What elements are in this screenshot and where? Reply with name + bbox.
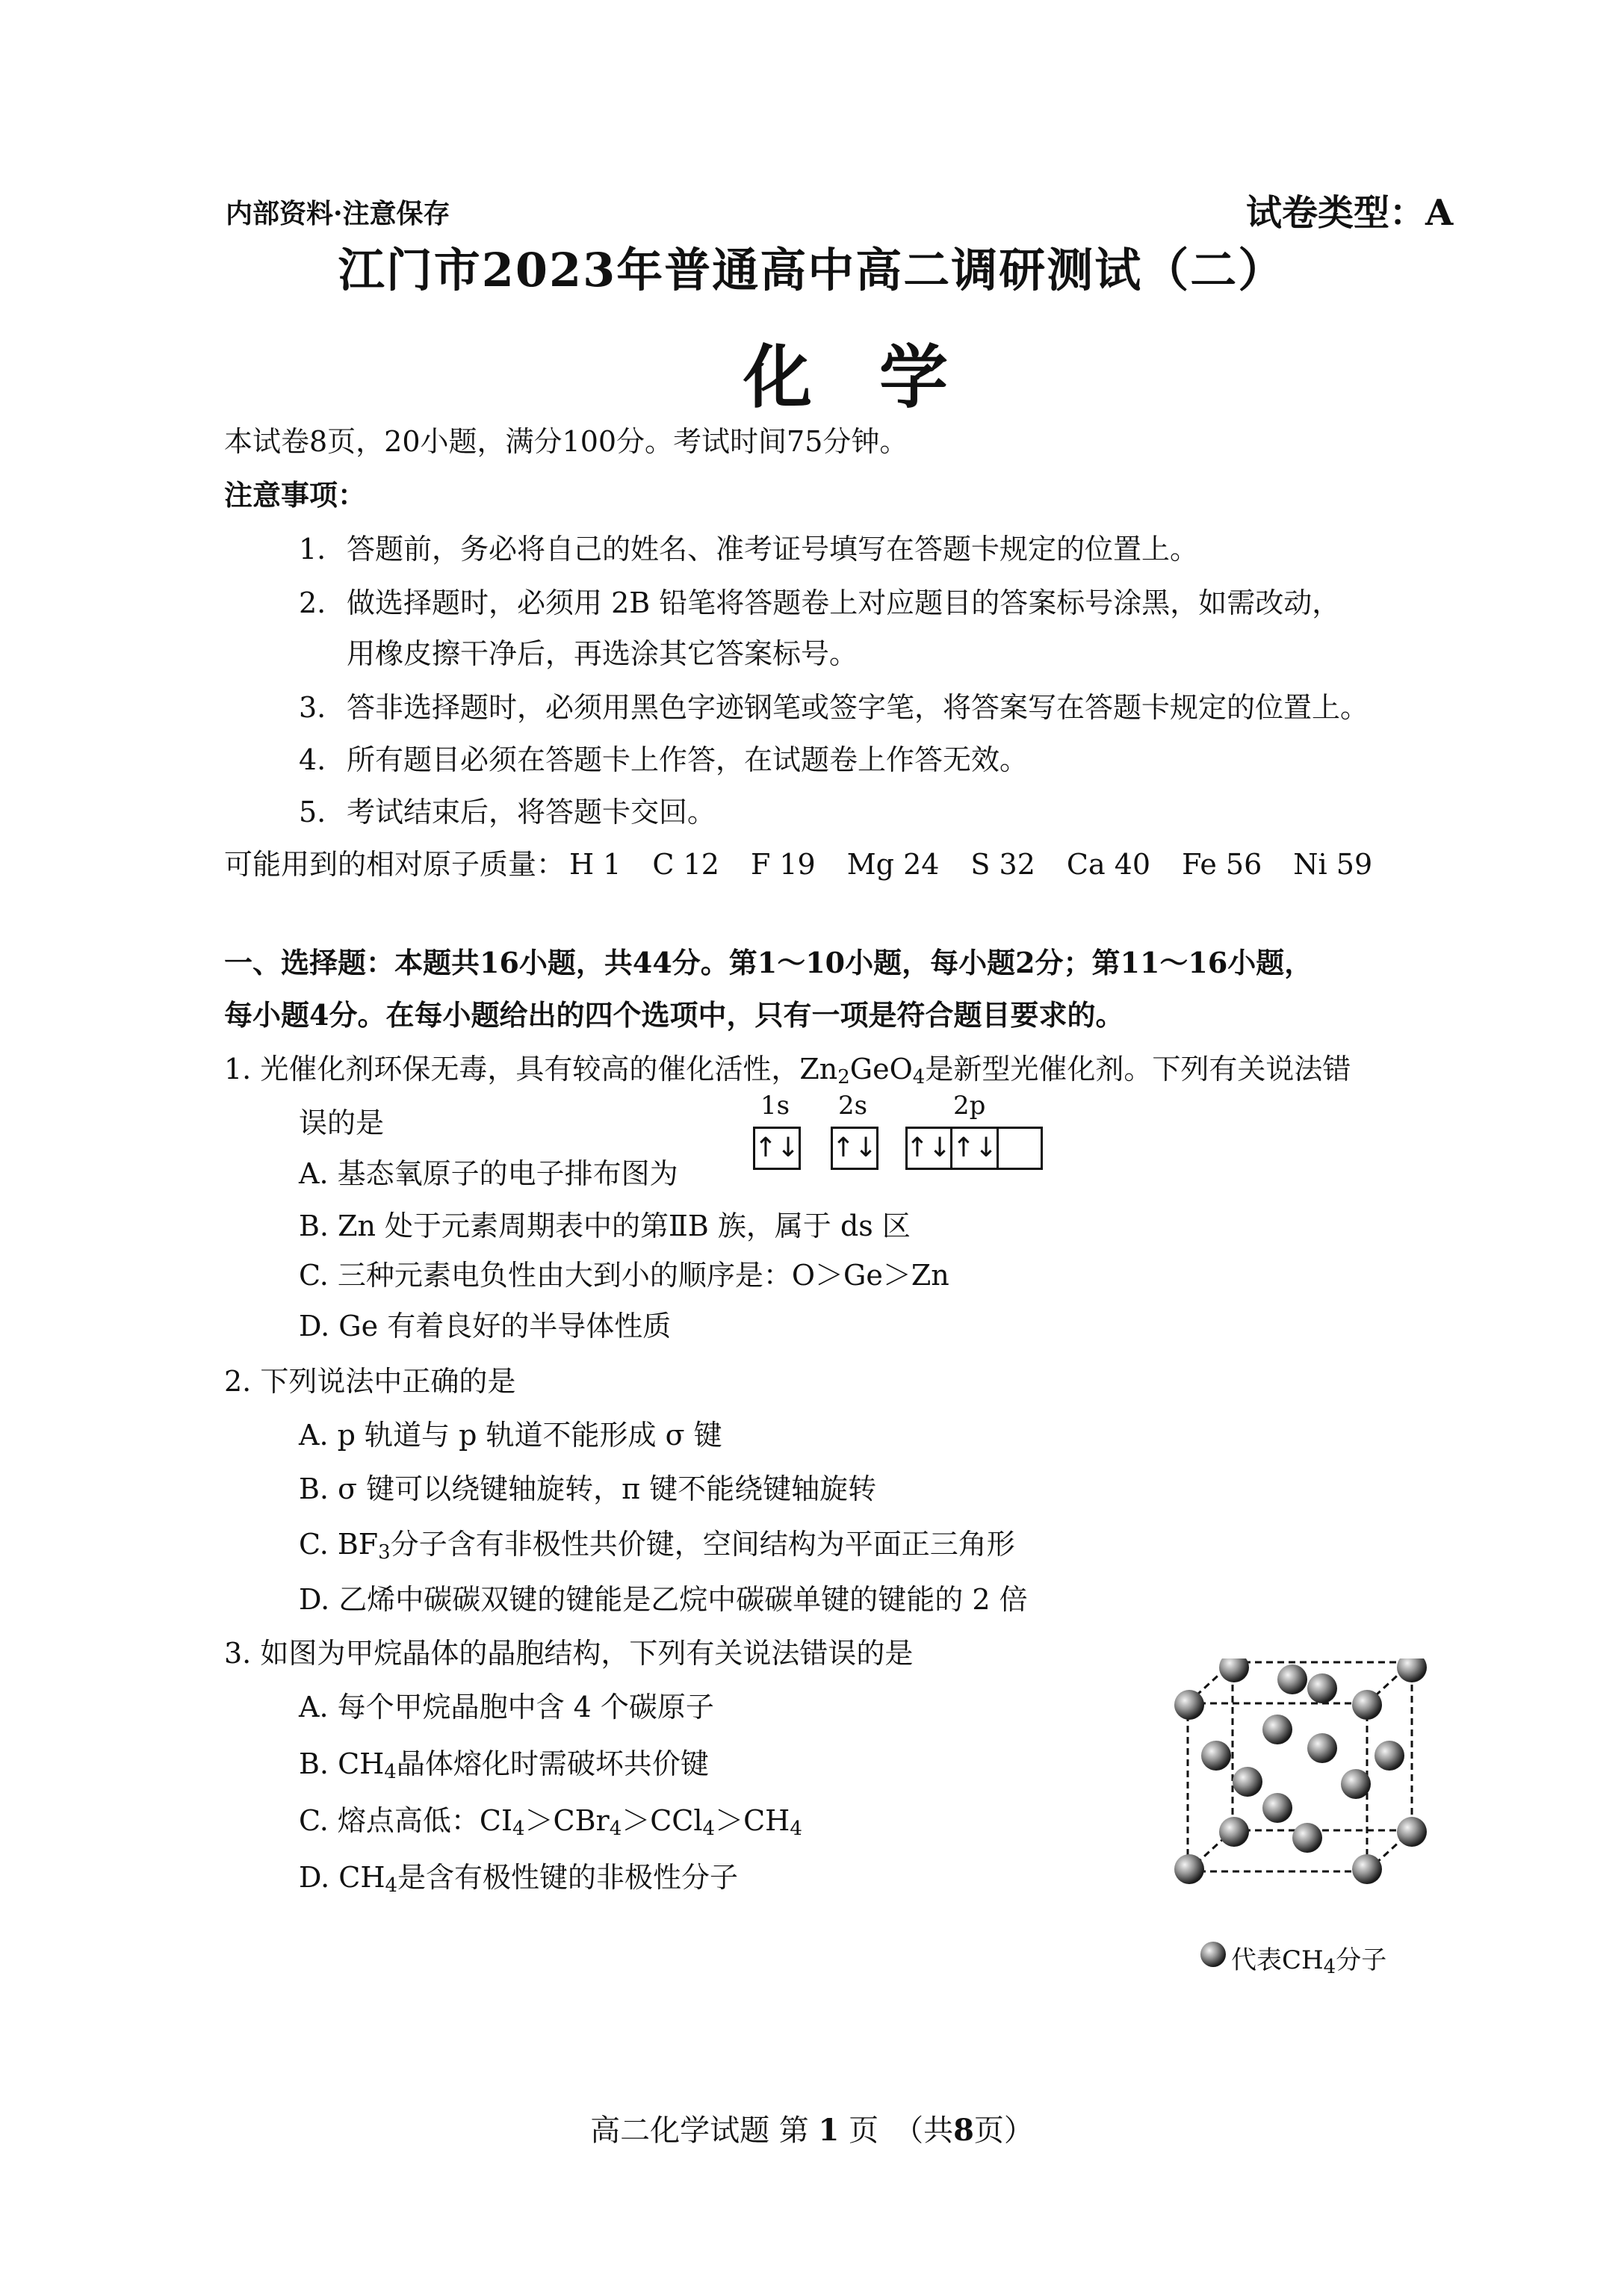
question-2-option-b: B. σ 键可以绕键轴旋转，π 键不能绕键轴旋转 xyxy=(299,1472,877,1505)
exam-intro: 本试卷8页，20小题，满分100分。考试时间75分钟。 xyxy=(224,425,908,458)
question-2-option-c: C. $BF_3$分子含有非极性共价键，空间结构为平面正三角形 xyxy=(299,1528,1015,1564)
paper-type: 试卷类型：A xyxy=(1246,192,1454,234)
orbital-label-1s: 1s xyxy=(760,1091,790,1121)
question-2-stem: 2. 下列说法中正确的是 xyxy=(224,1365,516,1398)
paired-electrons-icon: ↑↓ xyxy=(952,1133,998,1163)
question-1-option-d: D. Ge 有着良好的半导体性质 xyxy=(299,1310,672,1342)
note-item: 3. 答非选择题时，必须用黑色字迹钢笔或签字笔，将答案写在答题卡规定的位置上。 xyxy=(299,691,1369,724)
note-item-continued: 用橡皮擦干净后，再选涂其它答案标号。 xyxy=(347,637,858,670)
question-1-stem-continued: 误的是 xyxy=(299,1106,385,1139)
question-2-option-a: A. p 轨道与 p 轨道不能形成 σ 键 xyxy=(299,1419,722,1452)
paired-electrons-icon: ↑↓ xyxy=(831,1133,878,1163)
paired-electrons-icon: ↑↓ xyxy=(905,1133,952,1163)
page-number: 1 xyxy=(818,2113,840,2148)
section-heading: 一、选择题：本题共16小题，共44分。第1～10小题，每小题2分；第11～16小题， xyxy=(224,946,1313,979)
total-pages: 8 xyxy=(953,2113,974,2148)
ch4-molecules xyxy=(1174,1658,1427,1884)
question-3-option-c: C. 熔点高低：$CI_4>CBr_4>CCl_4>CH_4$ xyxy=(299,1804,802,1840)
notes-heading: 注意事项： xyxy=(224,478,367,512)
subject-title: 化学 xyxy=(743,337,1015,418)
question-3-option-b: B. $CH_4$晶体熔化时需破坏共价键 xyxy=(299,1747,709,1783)
orbital-label-2p: 2p xyxy=(953,1091,986,1121)
question-2-option-d: D. 乙烯中碳碳双键的键能是乙烷中碳碳单键的键能的 2 倍 xyxy=(299,1583,1028,1616)
page-footer: 高二化学试题 第 1 页 （共8页） xyxy=(590,2113,1034,2148)
paired-electrons-icon: ↑↓ xyxy=(754,1133,800,1163)
question-3-stem: 3. 如图为甲烷晶体的晶胞结构，下列有关说法错误的是 xyxy=(224,1637,914,1670)
methane-unit-cell-figure xyxy=(1165,1658,1449,1927)
figure-legend: 代表$CH_4$分子 xyxy=(1231,1945,1387,1978)
ch4-legend-icon xyxy=(1198,1939,1228,1969)
note-item: 2. 做选择题时，必须用 2B 铅笔将答题卷上对应题目的答案标号涂黑，如需改动， xyxy=(299,586,1341,619)
atomic-masses: 可能用到的相对原子质量： H 1 C 12 F 19 Mg 24 S 32 Ca 40 Fe 56 Ni 59 xyxy=(224,848,1373,881)
note-item: 5. 考试结束后，将答题卡交回。 xyxy=(299,796,716,829)
question-3-option-a: A. 每个甲烷晶胞中含 4 个碳原子 xyxy=(299,1691,714,1723)
question-3-option-d: D. $CH_4$是含有极性键的非极性分子 xyxy=(299,1861,739,1897)
section-heading-continued: 每小题4分。在每小题给出的四个选项中，只有一项是符合题目要求的。 xyxy=(224,998,1124,1032)
question-1-option-b: B. Zn 处于元素周期表中的第ⅡB 族，属于 ds 区 xyxy=(299,1210,911,1242)
exam-title: 江门市2023年普通高中高二调研测试（二） xyxy=(338,243,1286,297)
question-1-option-c: C. 三种元素电负性由大到小的顺序是：O＞Ge＞Zn xyxy=(299,1259,949,1292)
note-item: 1. 答题前，务必将自己的姓名、准考证号填写在答题卡规定的位置上。 xyxy=(299,533,1199,566)
question-1-option-a: A. 基态氧原子的电子排布图为 xyxy=(299,1157,678,1190)
orbital-label-2s: 2s xyxy=(838,1091,868,1121)
question-1-stem: 1. 光催化剂环保无毒，具有较高的催化活性，$Zn_2GeO_4$是新型光催化剂。下列有关说法错 xyxy=(224,1053,1351,1088)
internal-notice: 内部资料·注意保存 xyxy=(226,198,450,229)
note-item: 4. 所有题目必须在答题卡上作答，在试题卷上作答无效。 xyxy=(299,743,1029,776)
